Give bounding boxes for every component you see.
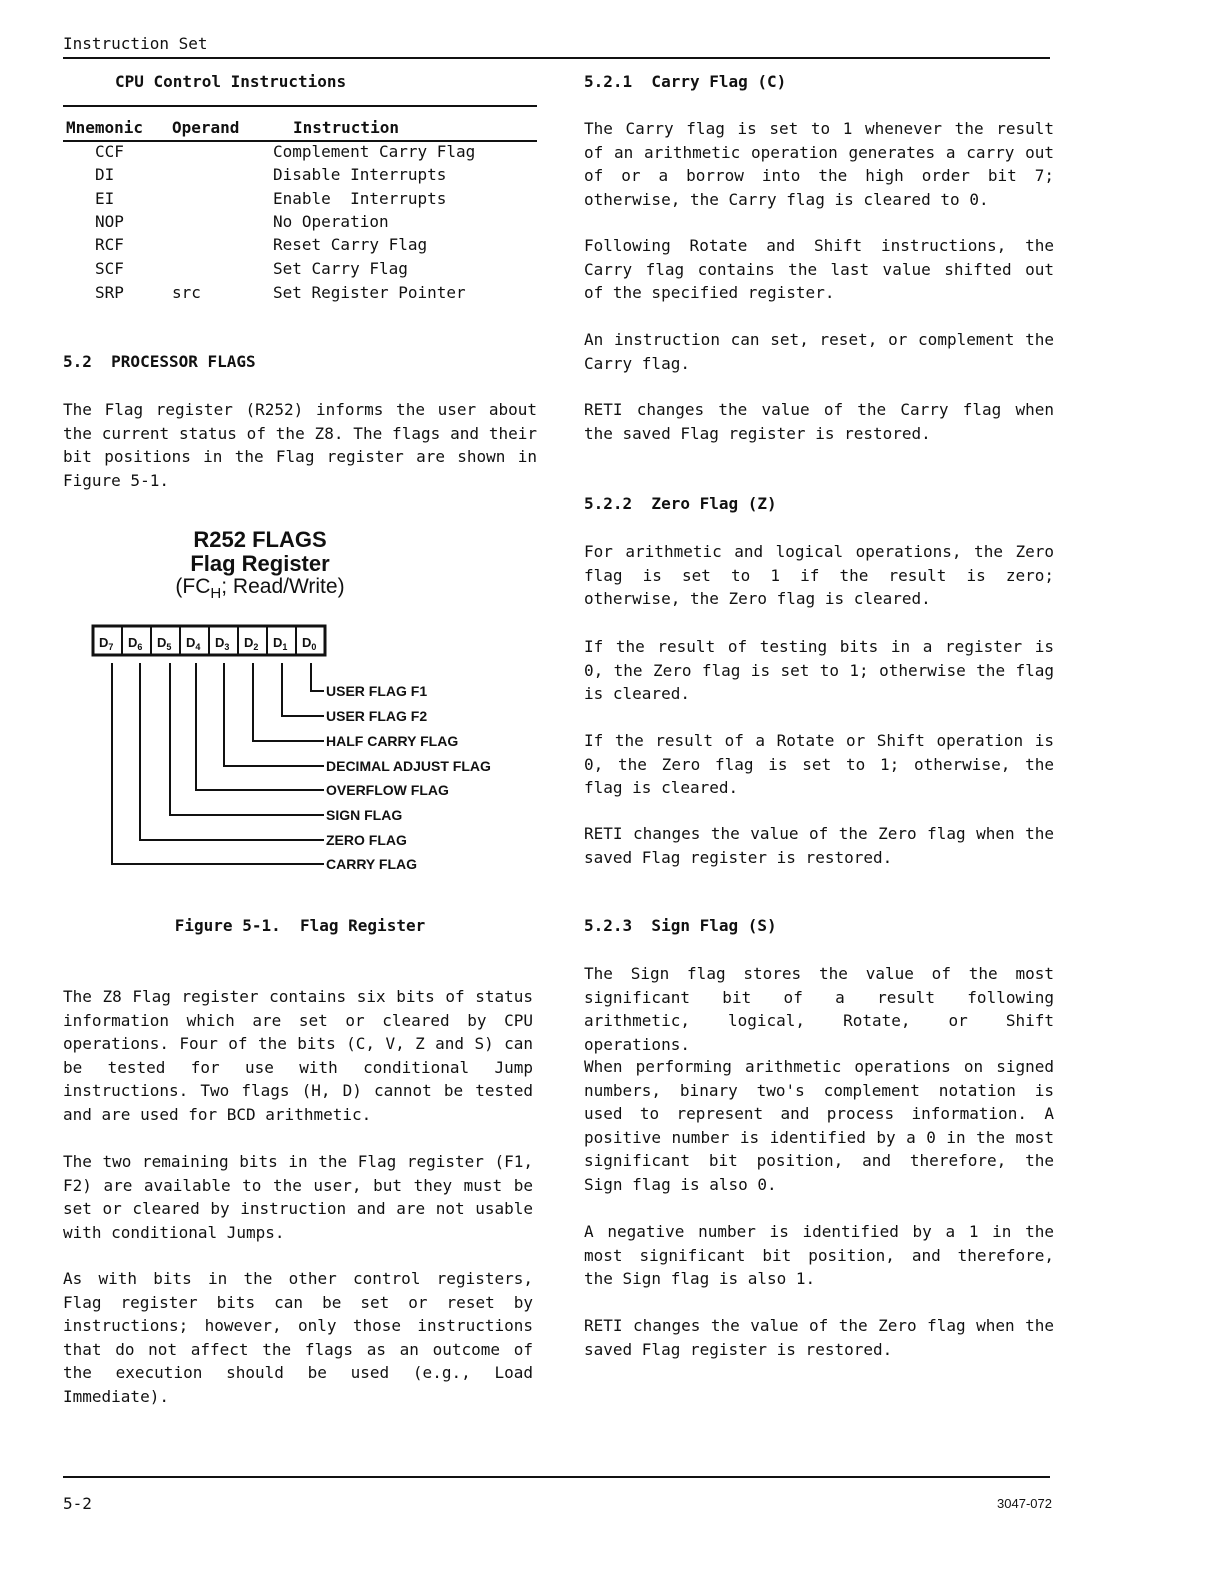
table-cell-instruction: Set Register Pointer: [273, 283, 466, 302]
bit-cell-d7: $D_7$: [99, 635, 114, 652]
label-half-carry-flag: HALF CARRY FLAG: [326, 733, 459, 749]
figure-title-address: ($FC_H$; Read/Write): [175, 575, 345, 603]
sign-paragraph-4: RETI changes the value of the Zero flag when the saved Flag register is restored.: [584, 1316, 1054, 1359]
figure-title-name: Flag Register: [190, 551, 330, 576]
carry-paragraph-3: An instruction can set, reset, or complement the Carry flag.: [584, 330, 1054, 373]
bit-cell-d4: $D_4$: [186, 635, 201, 652]
table-cell-instruction: Set Carry Flag: [273, 259, 408, 278]
header-rule: [63, 57, 1050, 59]
zero-paragraph-4: RETI changes the value of the Zero flag when the saved Flag register is restored.: [584, 824, 1054, 867]
table-header-operand: Operand: [172, 118, 240, 137]
table-cell-mnemonic: RCF: [95, 235, 124, 254]
sign-paragraph-3: A negative number is identified by a 1 in the most significant bit position, and therefore, the Sign flag is also 1.: [584, 1222, 1054, 1289]
table-cell-mnemonic: EI: [95, 189, 115, 208]
figure-caption: Figure 5-1. Flag Register: [174, 916, 426, 935]
table-cell-mnemonic: NOP: [95, 212, 124, 231]
running-header: Instruction Set: [63, 34, 208, 53]
section-heading-processor-flags: 5.2 PROCESSOR FLAGS: [63, 352, 256, 371]
zero-paragraph-2: If the result of testing bits in a register is 0, the Zero flag is set to 1; otherwise the flag is cleared.: [584, 637, 1054, 704]
flag-register-paragraph-1: The Z8 Flag register contains six bits of status information which are set or cleared by CPU operations. Four of the bits (C, V, Z and S) can be tested for use with conditional Jump instructions. Two flags (H, D) cannot be tested and are used for BCD arithmetic.: [63, 987, 533, 1124]
bit-cell-d2: $D_2$: [244, 635, 259, 652]
section-heading-carry-flag: 5.2.1 Carry Flag (C): [584, 72, 787, 91]
sign-paragraph-2: When performing arithmetic operations on signed numbers, binary two's complement notation is used to represent and process information. A positive number is identified by a 0 in the most significant bit position, and therefore, the Sign flag is also 0.: [584, 1057, 1054, 1194]
carry-paragraph-4: RETI changes the value of the Carry flag when the saved Flag register is restored.: [584, 400, 1054, 443]
table-cell-instruction: No Operation: [273, 212, 389, 231]
footer-rule: [63, 1476, 1050, 1478]
bit-cell-d6: $D_6$: [128, 635, 143, 652]
flag-register-paragraph-3: As with bits in the other control registers, Flag register bits can be set or reset by instructions; however, only those instructions that do not affect the flags as an outcome of the execution should be used (e.g., Load Immediate).: [63, 1269, 533, 1406]
flag-register-diagram: [90, 622, 520, 882]
bit-cell-d3: $D_3$: [215, 635, 230, 652]
label-sign-flag: SIGN FLAG: [326, 807, 403, 823]
page-number: 5-2: [63, 1494, 92, 1513]
table-header-mnemonic: Mnemonic: [66, 118, 144, 137]
document-number: 3047-072: [997, 1496, 1052, 1511]
table-cell-instruction: Disable Interrupts: [273, 165, 447, 184]
flag-register-paragraph-2: The two remaining bits in the Flag register (F1, F2) are available to the user, but they must be set or cleared by instruction and are not usable with conditional Jumps.: [63, 1152, 533, 1242]
label-user-flag-f2: USER FLAG F2: [326, 708, 428, 724]
bit-cell-d0: $D_0$: [302, 635, 317, 652]
section-heading-sign-flag: 5.2.3 Sign Flag (S): [584, 916, 777, 935]
table-top-rule: [63, 105, 537, 107]
label-decimal-adjust-flag: DECIMAL ADJUST FLAG: [326, 758, 491, 774]
bit-cell-d5: $D_5$: [157, 635, 172, 652]
table-header-instruction: Instruction: [293, 118, 399, 137]
table-cell-operand: src: [172, 283, 201, 302]
bit-cell-d1: $D_1$: [273, 635, 288, 652]
label-carry-flag: CARRY FLAG: [326, 856, 417, 872]
label-zero-flag: ZERO FLAG: [326, 832, 407, 848]
table-title: CPU Control Instructions: [115, 72, 347, 91]
carry-paragraph-1: The Carry flag is set to 1 whenever the result of an arithmetic operation generates a carry out of or a borrow into the high order bit 7; otherwise, the Carry flag is cleared to 0.: [584, 119, 1054, 209]
sign-paragraph-1: The Sign flag stores the value of the most significant bit of a result following arithmetic, logical, Rotate, or Shift operations.: [584, 964, 1054, 1054]
table-cell-instruction: Complement Carry Flag: [273, 142, 476, 161]
table-cell-mnemonic: DI: [95, 165, 115, 184]
table-cell-instruction: Reset Carry Flag: [273, 235, 428, 254]
zero-paragraph-1: For arithmetic and logical operations, the Zero flag is set to 1 if the result is zero; otherwise, the Zero flag is cleared.: [584, 542, 1054, 609]
table-cell-mnemonic: SRP: [95, 283, 124, 302]
table-cell-instruction: Enable Interrupts: [273, 189, 447, 208]
section-heading-zero-flag: 5.2.2 Zero Flag (Z): [584, 494, 777, 513]
table-cell-mnemonic: SCF: [95, 259, 124, 278]
label-user-flag-f1: USER FLAG F1: [326, 683, 428, 699]
label-overflow-flag: OVERFLOW FLAG: [326, 782, 449, 798]
carry-paragraph-2: Following Rotate and Shift instructions, the Carry flag contains the last value shifted out of the specified register.: [584, 236, 1054, 303]
intro-paragraph: The Flag register (R252) informs the user about the current status of the Z8. The flags and their bit positions in the Flag register are shown in Figure 5-1.: [63, 400, 537, 490]
zero-paragraph-3: If the result of a Rotate or Shift operation is 0, the Zero flag is set to 1; otherwise, the flag is cleared.: [584, 731, 1054, 798]
table-cell-mnemonic: CCF: [95, 142, 124, 161]
figure-title-register: R252 FLAGS: [193, 527, 327, 552]
